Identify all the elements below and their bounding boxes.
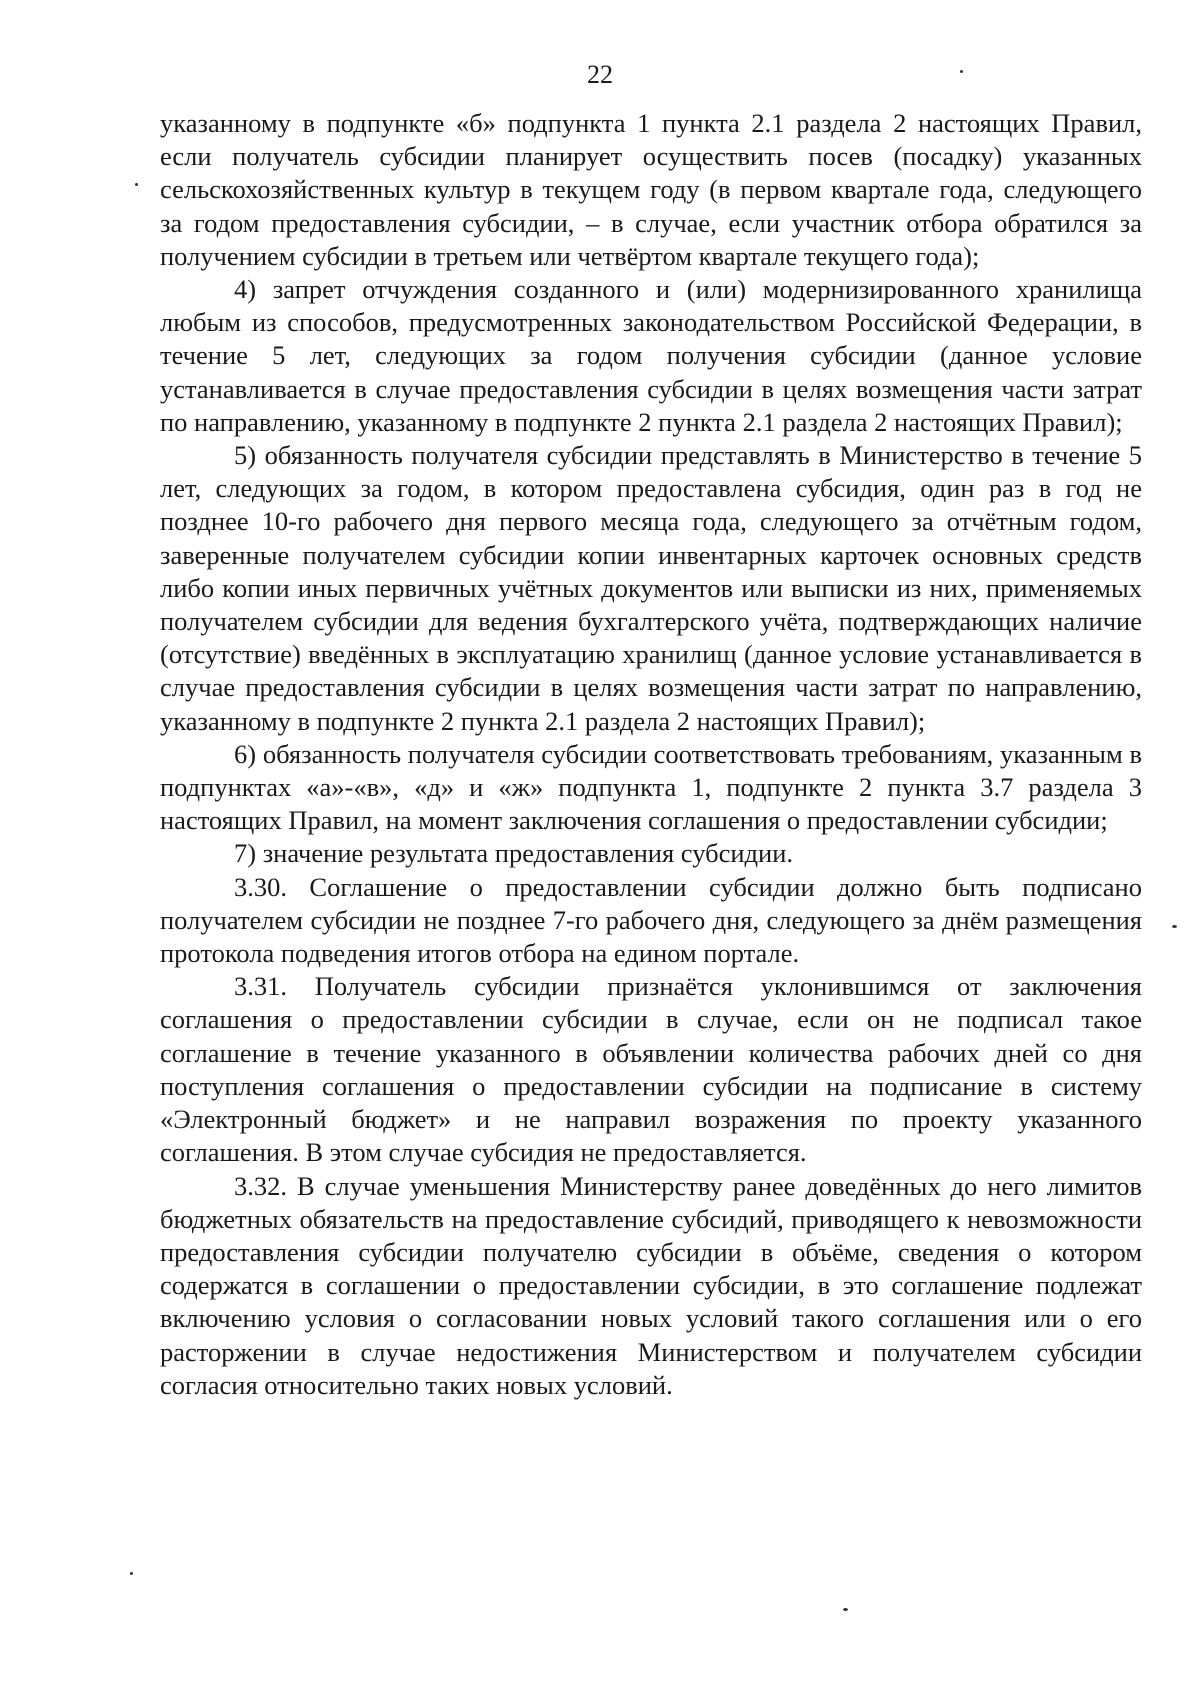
paragraph-item-7: 7) значение результата предоставления субсидии. <box>234 838 793 869</box>
scan-speck <box>130 1572 133 1575</box>
scan-speck <box>960 70 963 73</box>
paragraph-3-30: 3.30. Соглашение о предоставлении субсидии должно быть подписано получателем субсидии не позднее 7-го рабочего дня, следующего за днём размещения протокола подведения итогов отбора на едином портале. <box>160 871 1142 969</box>
paragraph-3-32: 3.32. В случае уменьшения Министерству ранее доведённых до него лимитов бюджетных обязательств на предоставление субсидий, приводящего к невозможности предоставления субсидии получателю субсидии в объёме, сведения о котором содержатся в соглашении о предоставлении субсидии, в это соглашение подлежат включению условия о согласовании новых условий такого соглашения или о его расторжении в случае недостижения Министерством и получателем субсидии согласия относительно таких новых условий. <box>160 1170 1142 1400</box>
paragraph-3-31: 3.31. Получатель субсидии признаётся уклонившимся от заключения соглашения о предоставлении субсидии в случае, если он не подписал такое соглашение в течение указанного в объявлении количества рабочих дней со дня поступления соглашения о предоставлении субсидии на подписание в систему «Электронный бюджет» и не направил возражения по проекту указанного соглашения. В этом случае субсидия не предоставляется. <box>160 971 1142 1168</box>
scan-speck <box>843 1608 848 1611</box>
paragraph-item-5: 5) обязанность получателя субсидии представлять в Министерство в течение 5 лет, следующих за годом, в котором предоставлена субсидия, один раз в год не позднее 10-го рабочего дня первого месяца года, следующего за отчётным годом, заверенные получателем субсидии копии инвентарных карточек основных средств либо копии иных первичных учётных документов или выписки из них, применяемых получателем субсидии для ведения бухгалтерского учёта, подтверждающих наличие (отсутствие) введённых в эксплуатацию хранилищ (данное условие устанавливается в случае предоставления субсидии в целях возмещения части затрат по направлению, указанному в подпункте 2 пункта 2.1 раздела 2 настоящих Правил); <box>160 440 1142 736</box>
paragraph-item-4: 4) запрет отчуждения созданного и (или) модернизированного хранилища любым из способов, предусмотренных законодательством Российской Федерации, в течение 5 лет, следующих за годом получения субсидии (данное условие устанавливается в случае предоставления субсидии в целях возмещения части затрат по направлению, указанному в подпункте 2 пункта 2.1 раздела 2 настоящих Правил); <box>160 274 1142 437</box>
page-number: 22 <box>587 60 613 89</box>
document-body <box>160 107 1142 1402</box>
scan-speck <box>135 183 138 186</box>
paragraph-continuation: указанному в подпункте «б» подпункта 1 пункта 2.1 раздела 2 настоящих Правил, если получатель субсидии планирует осуществить посев (посадку) указанных сельскохозяйственных культур в текущем году (в первом квартале года, следующего за годом предоставления субсидии, – в случае, если участник отбора обратился за получением субсидии в третьем или четвёртом квартале текущего года); <box>160 108 1142 271</box>
scan-speck <box>1172 925 1177 928</box>
paragraph-item-6: 6) обязанность получателя субсидии соответствовать требованиям, указанным в подпунктах «а»-«в», «д» и «ж» подпункта 1, подпункте 2 пункта 3.7 раздела 3 настоящих Правил, на момент заключения соглашения о предоставлении субсидии; <box>160 738 1142 836</box>
